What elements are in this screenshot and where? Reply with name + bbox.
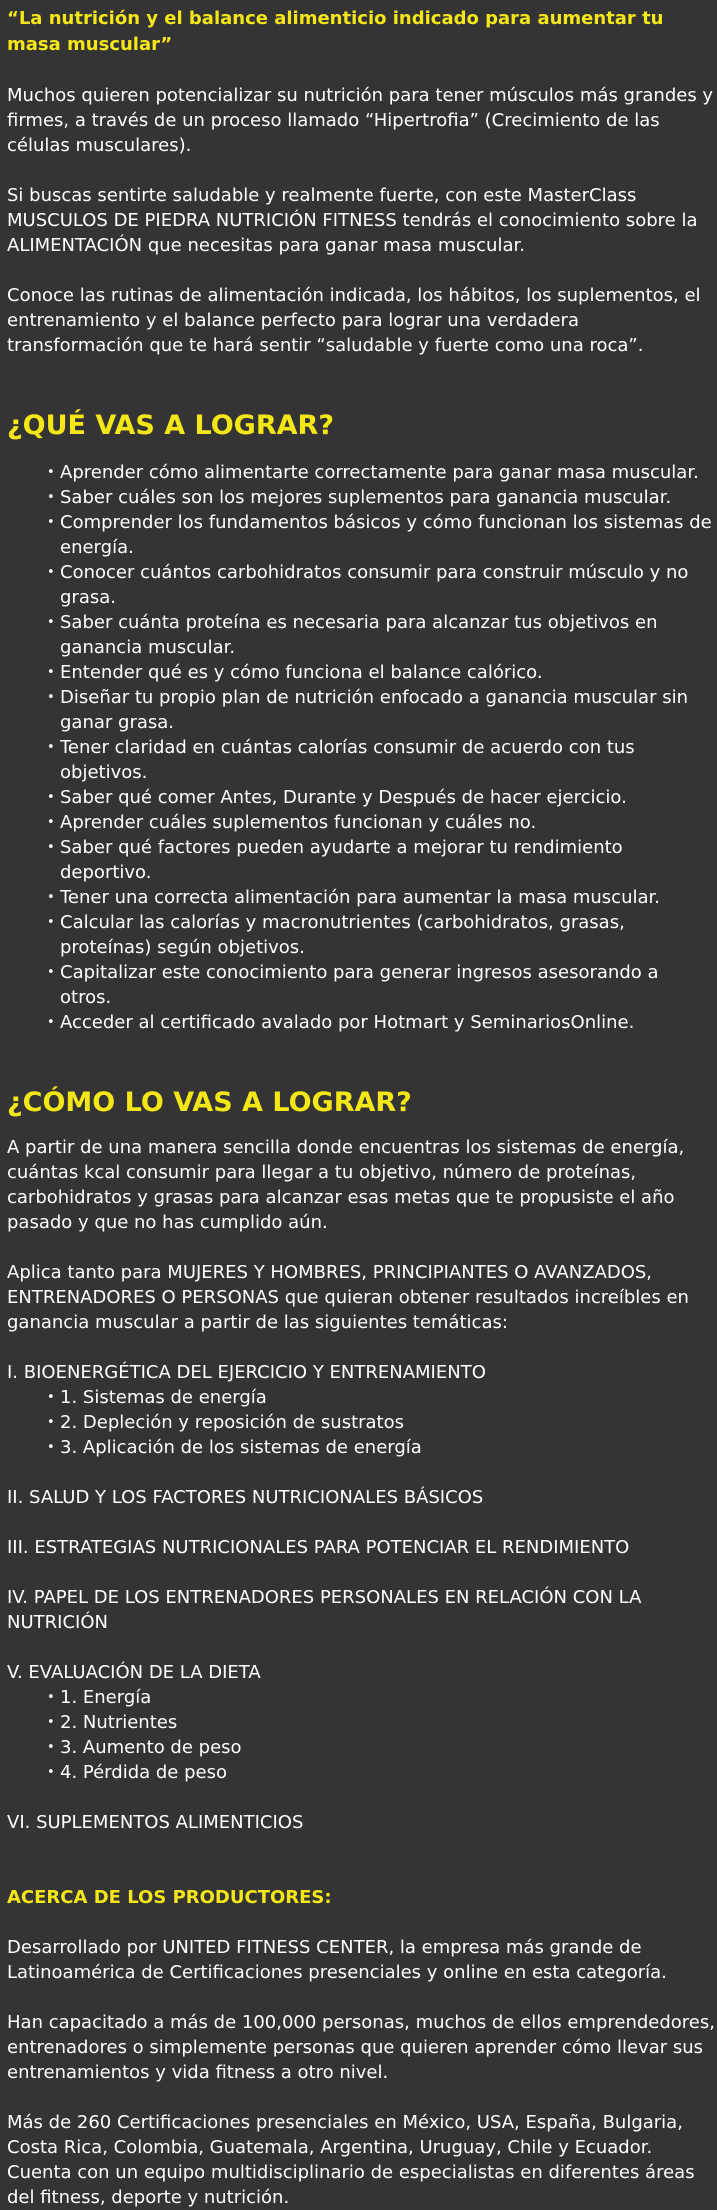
module-3-title: III. ESTRATEGIAS NUTRICIONALES PARA POTENCIAR EL RENDIMIENTO <box>7 1537 630 1558</box>
list-item: • Saber cuánta proteína es necesaria para alcanzar tus objetivos en ganancia muscular. <box>47 610 715 660</box>
module-1-list <box>7 1385 715 1460</box>
how-paragraph-2: Aplica tanto para MUJERES Y HOMBRES, PRINCIPIANTES O AVANZADOS, ENTRENADORES O PERSONAS que quieran obtener resultados increíbles en ganancia muscular a partir de las siguientes temáticas: <box>7 1262 689 1333</box>
list-item: • Conocer cuántos carbohidratos consumir para construir músculo y no grasa. <box>47 560 715 610</box>
achieve-list <box>7 460 715 1035</box>
producers-heading: ACERCA DE LOS PRODUCTORES: <box>7 1887 332 1908</box>
intro-title: “La nutrición y el balance alimenticio indicado para aumentar tu masa muscular” <box>7 8 664 55</box>
list-item: • Aprender cómo alimentarte correctamente para ganar masa muscular. <box>47 460 715 485</box>
producers-paragraph-2: Han capacitado a más de 100,000 personas, muchos de ellos emprendedores, entrenadores o simplemente personas que quieren aprender cómo llevar sus entrenamientos y vida fitness a otro nivel. <box>7 2012 715 2083</box>
list-item: • Tener una correcta alimentación para aumentar la masa muscular. <box>47 885 715 910</box>
list-item: • Diseñar tu propio plan de nutrición enfocado a ganancia muscular sin ganar grasa. <box>47 685 715 735</box>
module-1-title: I. BIOENERGÉTICA DEL EJERCICIO Y ENTRENAMIENTO <box>7 1362 486 1383</box>
list-item: • 1. Energía <box>47 1685 715 1710</box>
list-item: • 2. Nutrientes <box>47 1710 715 1735</box>
achieve-heading: ¿QUÉ VAS A LOGRAR? <box>7 410 334 441</box>
module-4-title: IV. PAPEL DE LOS ENTRENADORES PERSONALES EN RELACIÓN CON LA NUTRICIÓN <box>7 1587 642 1633</box>
list-item: • Comprender los fundamentos básicos y cómo funcionan los sistemas de energía. <box>47 510 715 560</box>
module-5-list <box>7 1685 715 1785</box>
producers-paragraph-3: Más de 260 Certificaciones presenciales en México, USA, España, Bulgaria, Costa Rica, Colombia, Guatemala, Argentina, Uruguay, Chile y Ecuador. Cuenta con un equipo multidisciplinario de especialistas en diferentes áreas del fitness, deporte y nutrición. <box>7 2112 695 2208</box>
list-item: • Capitalizar este conocimiento para generar ingresos asesorando a otros. <box>47 960 715 1010</box>
list-item: • 4. Pérdida de peso <box>47 1760 715 1785</box>
list-item: • Aprender cuáles suplementos funcionan y cuáles no. <box>47 810 715 835</box>
intro-paragraph-3: Conoce las rutinas de alimentación indicada, los hábitos, los suplementos, el entrenamiento y el balance perfecto para lograr una verdadera transformación que te hará sentir “saludable y fuerte como una roca”. <box>7 285 701 356</box>
producers-paragraph-1: Desarrollado por UNITED FITNESS CENTER, la empresa más grande de Latinoamérica de Certificaciones presenciales y online en esta categoría. <box>7 1937 667 1983</box>
list-item: • 3. Aplicación de los sistemas de energía <box>47 1435 715 1460</box>
intro-paragraph-2: Si buscas sentirte saludable y realmente fuerte, con este MasterClass MUSCULOS DE PIEDRA NUTRICIÓN FITNESS tendrás el conocimiento sobre la ALIMENTACIÓN que necesitas para ganar masa muscular. <box>7 185 698 256</box>
list-item: • Saber qué comer Antes, Durante y Después de hacer ejercicio. <box>47 785 715 810</box>
list-item: • Calcular las calorías y macronutrientes (carbohidratos, grasas, proteínas) según objetivos. <box>47 910 715 960</box>
how-paragraph-1: A partir de una manera sencilla donde encuentras los sistemas de energía, cuántas kcal consumir para llegar a tu objetivo, número de proteínas, carbohidratos y grasas para alcanzar esas metas que te propusiste el año pasado y que no has cumplido aún. <box>7 1137 685 1233</box>
list-item: • 1. Sistemas de energía <box>47 1385 715 1410</box>
list-item: • Tener claridad en cuántas calorías consumir de acuerdo con tus objetivos. <box>47 735 715 785</box>
list-item: • Saber qué factores pueden ayudarte a mejorar tu rendimiento deportivo. <box>47 835 715 885</box>
list-item: • Acceder al certificado avalado por Hotmart y SeminariosOnline. <box>47 1010 715 1035</box>
module-6-title: VI. SUPLEMENTOS ALIMENTICIOS <box>7 1812 304 1833</box>
list-item: • 2. Depleción y reposición de sustratos <box>47 1410 715 1435</box>
module-2-title: II. SALUD Y LOS FACTORES NUTRICIONALES BÁSICOS <box>7 1487 484 1508</box>
intro-paragraph-1: Muchos quieren potencializar su nutrición para tener músculos más grandes y firmes, a través de un proceso llamado “Hipertrofia” (Crecimiento de las células musculares). <box>7 85 714 156</box>
module-5-title: V. EVALUACIÓN DE LA DIETA <box>7 1662 261 1683</box>
how-heading: ¿CÓMO LO VAS A LOGRAR? <box>7 1087 412 1118</box>
list-item: • 3. Aumento de peso <box>47 1735 715 1760</box>
list-item: • Entender qué es y cómo funciona el balance calórico. <box>47 660 715 685</box>
list-item: • Saber cuáles son los mejores suplementos para ganancia muscular. <box>47 485 715 510</box>
